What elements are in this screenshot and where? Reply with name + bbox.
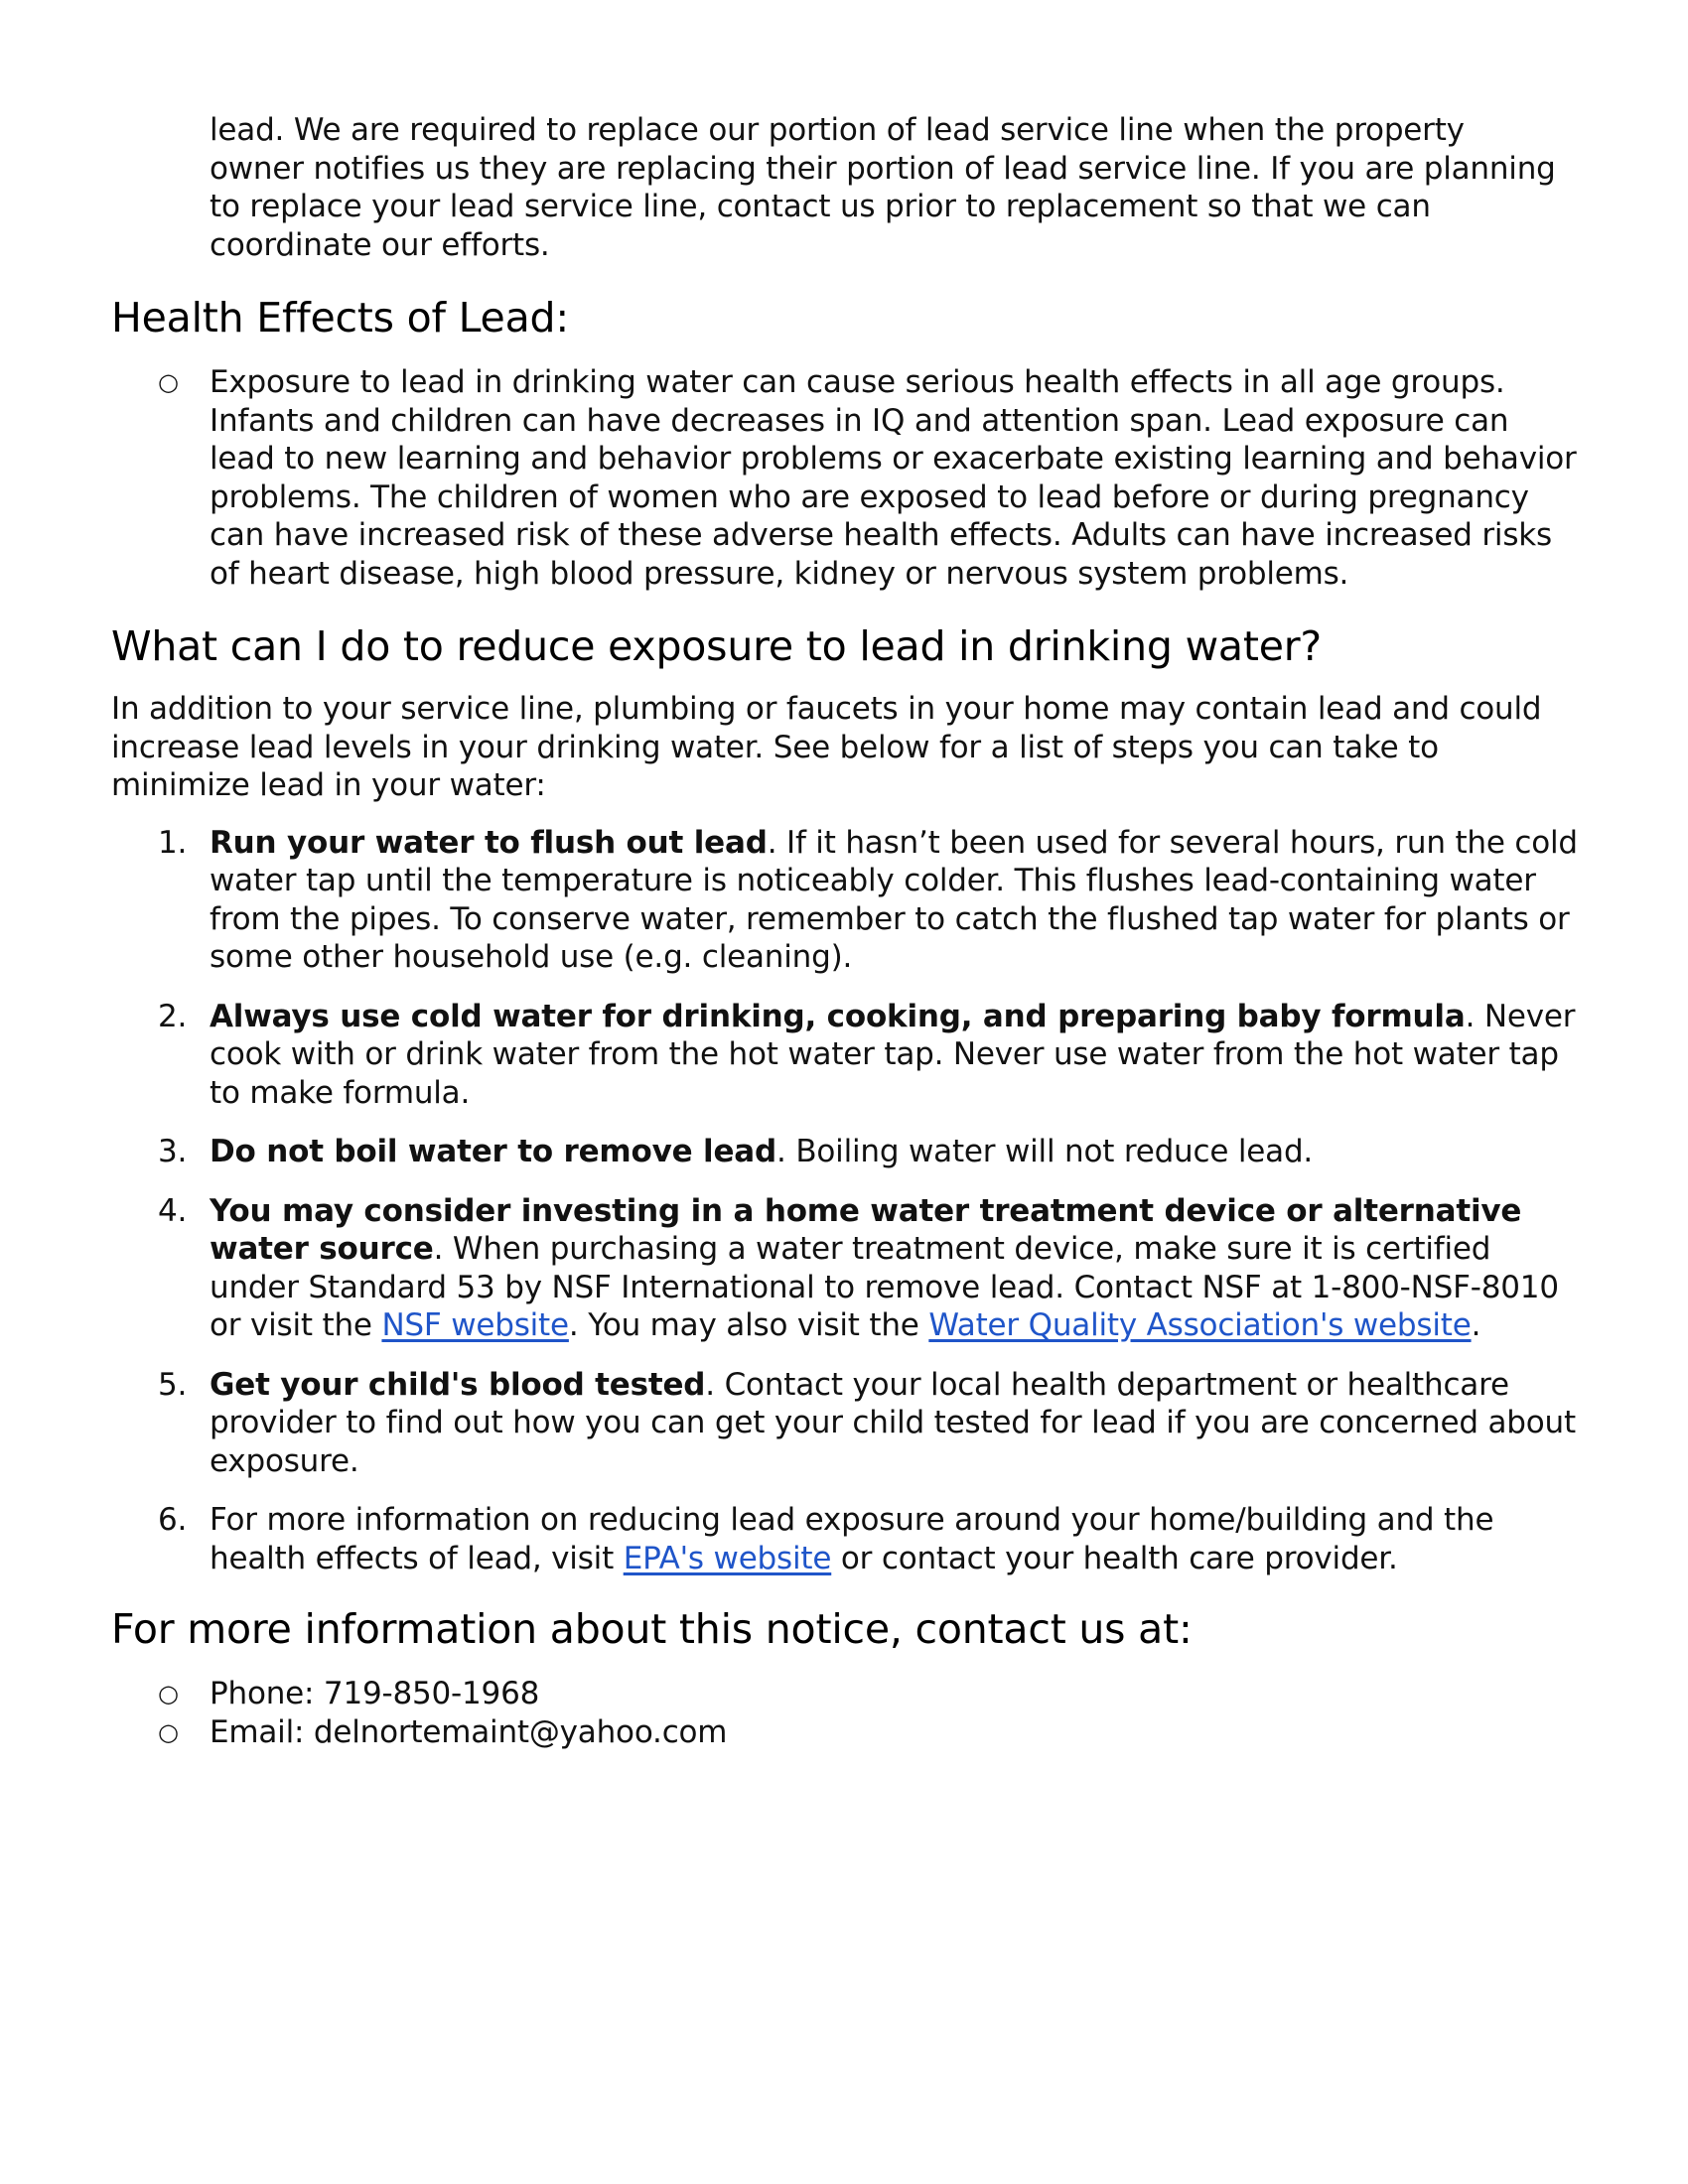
wqa-website-link[interactable]: Water Quality Association's website — [928, 1307, 1472, 1343]
step-text: . Never cook with or drink water from the hot water tap. Never use water from the hot water tap to make formula. — [210, 998, 1576, 1111]
step-number: 5. — [158, 1366, 188, 1403]
step-text: . If it hasn’t been used for several hours, run the cold water tap until the temperature is noticeably colder. This flushes lead-containing water from the pipes. To conserve water, remember to catch the flushed tap water for plants or some other household use (e.g. cleaning). — [210, 824, 1578, 975]
step-item — [111, 1501, 1581, 1577]
step-lead-in: Get your child's blood tested — [210, 1366, 706, 1403]
steps-list — [111, 824, 1581, 1578]
step-lead-in: Run your water to flush out lead — [210, 824, 768, 861]
step-text: . You may also visit the — [568, 1307, 929, 1343]
epa-website-link[interactable]: EPA's website — [623, 1540, 832, 1576]
step-text: . Contact your local health department or healthcare provider to find out how you can get your child tested for lead if you are concerned about exposure. — [210, 1366, 1576, 1479]
contact-list — [111, 1675, 1581, 1751]
step-lead-in: Always use cold water for drinking, cooking, and preparing baby formula — [210, 998, 1466, 1034]
document-content — [111, 111, 1581, 1751]
reduce-exposure-heading: What can I do to reduce exposure to lead in drinking water? — [111, 622, 1322, 670]
step-number: 6. — [158, 1502, 188, 1538]
health-effects-heading: Health Effects of Lead: — [111, 294, 569, 341]
step-text: or contact your health care provider. — [831, 1540, 1398, 1576]
step-number: 3. — [158, 1134, 188, 1169]
nsf-website-link[interactable]: NSF website — [381, 1307, 569, 1343]
step-lead-in: Do not boil water to remove lead — [210, 1134, 777, 1169]
health-effects-text: Exposure to lead in drinking water can cause serious health effects in all age groups. Infants and children can have decreases in IQ and attention span. Lead exposure can lead to new learning and behavior problems or exacerbate existing learning and behavior problems. The children of women who are exposed to lead before or during pregnancy can have increased risk of these adverse health effects. Adults can have increased risks of heart disease, high blood pressure, kidney or nervous system problems. — [210, 364, 1577, 592]
step-number: 1. — [158, 824, 188, 861]
contact-heading: For more information about this notice, contact us at: — [111, 1605, 1193, 1653]
step-item — [111, 998, 1581, 1113]
reduce-exposure-intro: In addition to your service line, plumbing or faucets in your home may contain lead and could increase lead levels in your drinking water. See below for a list of steps you can take to minimize lead in your water: — [111, 691, 1542, 803]
contact-email-item — [111, 1713, 1581, 1752]
contact-phone: Phone: 719-850-1968 — [210, 1676, 540, 1711]
step-number: 4. — [158, 1192, 188, 1229]
step-item — [111, 1133, 1581, 1171]
step-item — [111, 1192, 1581, 1345]
circle-bullet-icon: ○ — [158, 1680, 179, 1707]
step-item — [111, 1366, 1581, 1481]
step-text: . When purchasing a water treatment device, make sure it is certified under Standard 53 by NSF International to remove lead. Contact NSF at 1-800-NSF-8010 or visit the — [210, 1231, 1559, 1343]
step-text: . Boiling water will not reduce lead. — [776, 1134, 1314, 1169]
contact-email: Email: delnortemaint@yahoo.com — [210, 1713, 728, 1750]
step-text: For more information on reducing lead exposure around your home/building and the health effects of lead, visit — [210, 1502, 1494, 1576]
step-item — [111, 824, 1581, 977]
step-number: 2. — [158, 998, 188, 1034]
intro-paragraph: lead. We are required to replace our portion of lead service line when the property owner notifies us they are replacing their portion of lead service line. If you are planning to replace your lead service line, contact us prior to replacement so that we can coordinate our efforts. — [210, 112, 1556, 263]
circle-bullet-icon: ○ — [158, 368, 179, 396]
circle-bullet-icon: ○ — [158, 1717, 179, 1746]
step-text: . — [1471, 1307, 1481, 1343]
health-effects-list — [111, 363, 1581, 593]
contact-phone-item — [111, 1675, 1581, 1713]
step-lead-in: You may consider investing in a home water treatment device or alternative water source — [210, 1192, 1522, 1267]
list-item — [111, 363, 1581, 593]
